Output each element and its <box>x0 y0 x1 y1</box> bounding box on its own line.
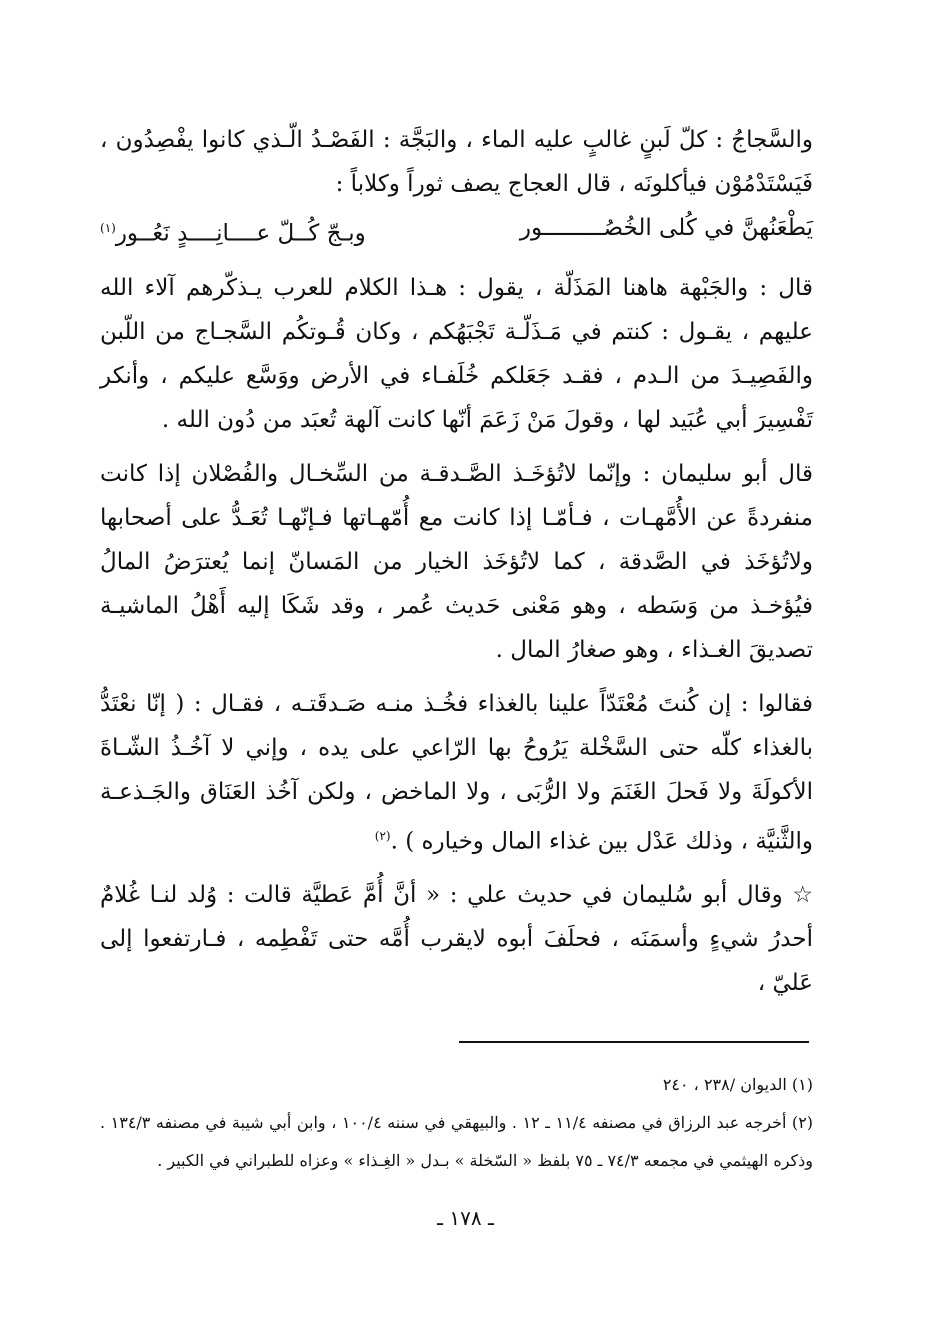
verse-second-hemistich: وبـجّ كُــلّ عــــانِــــدٍ نَعُــور$^{(١)}$ <box>100 220 366 247</box>
paragraph-3: قال أبو سليمان : وإنّما لاتُؤخَـذ الصَّـدقـة من السِّخـال والفُصْلان إذا كانت منفردةً عن الأُمَّهـات ، فـأمّـا إذا كانت مع أُمّهـاتها فـإنّهـا تُعَـدُّ على أصحابها ولاتُؤخَذ في الصَّدقة ، كما لاتُؤخَذ الخيار من المَسانّ إنما يُعترَضُ المالُ فيُؤخـذ من وَسَطه ، وهو مَعْنى حَديث عُمر ، وقد شَكَا إليه أَهْلُ الماشيـة تصديقَ الغـذاء ، وهو صغارُ المال . <box>100 460 813 663</box>
footnote-divider <box>459 1041 809 1043</box>
verse-line <box>100 206 813 256</box>
page-number: ـ ١٧٨ ـ <box>437 1206 494 1230</box>
footnote-mark-1: (١) <box>100 221 116 235</box>
verse-first-hemistich: يَطْعَنُهنَّ في كُلى الخُصُـــــــــور <box>519 215 813 241</box>
paragraph-2: قال : والجَبْهة هاهنا المَذَلّة ، يقول : هـذا الكلام للعرب يـذكّرهم آلاء الله عليهم ، يقـول : كنتم في مَـذَلّـة تَجْبَهُكم ، وكان قُـوتكُم السَّجـاج من اللّبن والفَصِيـدَ من الـدم ، فقـد جَعَلكم خُلَفـاء في الأرض ووَسَّع عليكم ، وأنكر تَفْسِيرَ أبي عُبَيد لها ، وقولَ مَنْ زَعَمَ أنّها كانت آلهة تُعبَد من دُون الله . <box>100 274 813 433</box>
footnotes <box>100 1066 813 1180</box>
main-text <box>100 118 813 1005</box>
paragraph-1: والسَّجاجُ : كلّ لَبنٍ غالبٍ عليه الماء ، والبَجَّة : الفَصْـدُ الّـذي كانوا يفْصِدُون ، فَيَسْتَدْمُوْن فيأكلونَه ، قال العجاج يصف ثوراً وكلاباً : <box>100 127 813 197</box>
paragraph-4: فقالوا : إن كُنتَ مُعْتَدّاً علينا بالغذاء فخُـذ منـه صَـدقَتـه ، فقـال : ( إنّا نعْتَدُّ بالغذاء كلّه حتى السَّخْلة يَرُوحُ بها الرّاعي على يده ، وإني لا آخُـذُ الشّـاةَ الأكولَةَ ولا فَحلَ الغَنَمَ ولا الرُّبَى ، ولا الماخض ، ولكن آخُذ العَنَاق والجَـذعـة والثَّنيَّة ، وذلك عَدْل بين غذاء المال وخياره ) .$^{(٢)}$ <box>100 690 813 855</box>
footnote-mark-2: (٢) <box>374 828 391 843</box>
footnote-2: (٢) أخرجه عبد الرزاق في مصنفه ١١/٤ ـ ١٢ . والبيهقي في سننه ١٠٠/٤ ، وابن أبي شيبة في مصنفه ١٣٤/٣ . وذكره الهيثمي في مجمعه ٧٤/٣ ـ ٧٥ بلفظ « السّخلة » بـدل « الغِـذاء » وعزاه للطبراني في الكبير . <box>100 1113 814 1170</box>
paragraph-5: ☆ وقال أبو سُليمان في حديث علي : « أنَّ أُمَّ عَطيَّة قالت : وُلد لنـا غُلامٌ أحدرُ شيءٍ وأسمَنَه ، فحلَفَ أبوه لايقرب أُمَّه حتى تَفْطِمه ، فـارتفعوا إلى عَليّ ، <box>100 882 813 997</box>
footnote-1: (١) الديوان /٢٣٨ ، ٢٤٠ <box>662 1075 813 1094</box>
